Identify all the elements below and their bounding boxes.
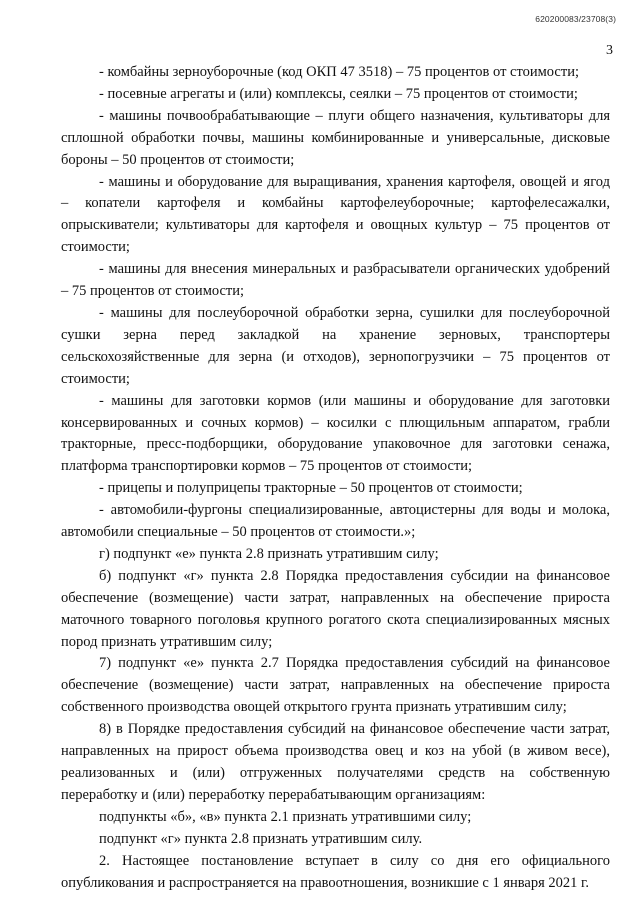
paragraph: - автомобили-фургоны специализированные, автоцистерны для воды и молока, автомобили специальные – 50 процентов от стоимости.»;	[61, 502, 610, 541]
paragraph: - комбайны зерноуборочные (код ОКП 47 3518) – 75 процентов от стоимости;	[99, 64, 579, 80]
paragraph: подпункты «б», «в» пункта 2.1 признать утратившими силу;	[99, 808, 472, 825]
document-body	[61, 62, 610, 894]
paragraph: б) подпункт «г» пункта 2.8 Порядка предоставления субсидии на финансовое обеспечение (возмещение) части затрат, направленных на обеспечение прироста маточного товарного поголовья крупного рогатого скота специализированных мясных пород признать утратившим силу;	[61, 567, 610, 650]
paragraph: г) подпункт «е» пункта 2.8 признать утратившим силу;	[99, 545, 439, 562]
paragraph: - машины для внесения минеральных и разбрасыватели органических удобрений – 75 процентов от стоимости;	[61, 261, 610, 300]
paragraph: - посевные агрегаты и (или) комплексы, сеялки – 75 процентов от стоимости;	[99, 85, 578, 102]
paragraph: подпункт «г» пункта 2.8 признать утратившим силу.	[99, 830, 423, 847]
paragraph: - машины для послеуборочной обработки зерна, сушилки для послеуборочной сушки зерна перед закладкой на хранение зерновых, транспортеры сельскохозяйственные для зерна (и отходов), зернопогрузчики – 75 процентов от стоимости;	[61, 304, 610, 387]
paragraph: - машины почвообрабатывающие – плуги общего назначения, культиваторы для сплошной обработки почвы, машины комбинированные и универсальные, дисковые бороны – 50 процентов от стоимости;	[61, 107, 610, 168]
document-code: 620200083/23708(3)	[535, 14, 616, 24]
paragraph: 7) подпункт «е» пункта 2.7 Порядка предоставления субсидий на финансовое обеспечение (возмещение) части затрат, направленных на обеспечение прироста собственного производства овощей открытого грунта признать утратившим силу;	[61, 655, 610, 716]
paragraph: - прицепы и полуприцепы тракторные – 50 процентов от стоимости;	[99, 480, 523, 497]
paragraph: - машины и оборудование для выращивания, хранения картофеля, овощей и ягод – копатели картофеля и комбайны картофелеуборочные; картофелесажалки, опрыскиватели; культиваторы для картофеля и овощных культур – 75 процентов от стоимости;	[61, 173, 610, 256]
paragraph: 8) в Порядке предоставления субсидий на финансовое обеспечение части затрат, направленных на прирост объема производства овец и коз на убой (в живом весе), реализованных и (или) отгруженных получателями средств на собственную переработку и (или) переработку перерабатывающим организациям:	[61, 721, 610, 803]
page-number: 3	[606, 43, 613, 58]
paragraph: 2. Настоящее постановление вступает в силу со дня его официального опубликования и распространяется на правоотношения, возникшие с 1 января 2021 г.	[61, 852, 610, 891]
paragraph: - машины для заготовки кормов (или машины и оборудование для заготовки консервированных и сочных кормов) – косилки с плющильным аппаратом, грабли тракторные, пресс-подборщики, оборудование упаковочное для заготовки сенажа, платформа транспортировки кормов – 75 процентов от стоимости;	[61, 392, 610, 475]
